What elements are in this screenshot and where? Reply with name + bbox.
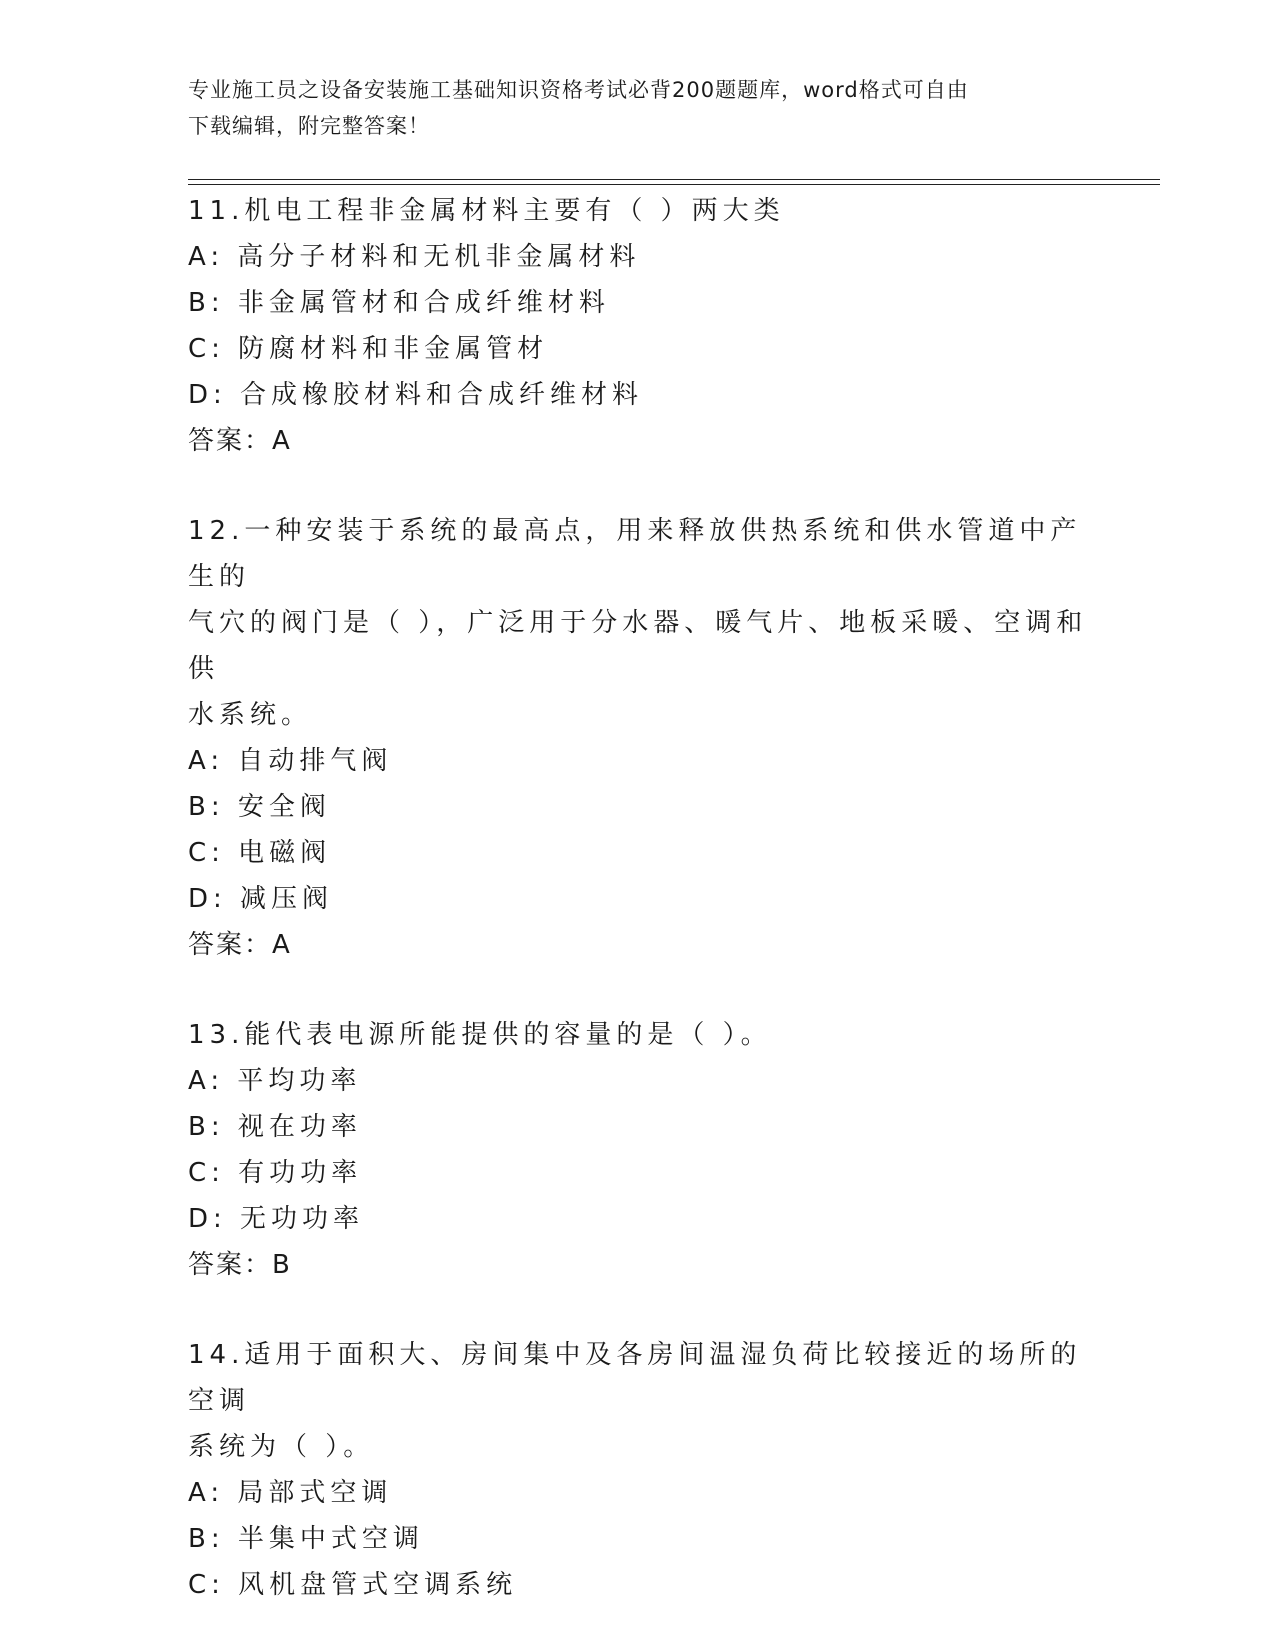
- header-divider-top: [188, 179, 1160, 180]
- option-b: B: 安全阀: [188, 792, 331, 822]
- question-list: [188, 188, 1088, 1652]
- option-c: C: 电磁阀: [188, 838, 332, 868]
- option-a: A: 高分子材料和无机非金属材料: [188, 242, 641, 272]
- question-stem-line-2: 气穴的阀门是（ ），广泛用于分水器、暖气片、地板采暖、空调和供: [188, 608, 1088, 684]
- option-c: C: 风机盘管式空调系统: [188, 1570, 518, 1600]
- question-11: [188, 188, 1088, 464]
- question-stem-line-1: 12.一种安装于系统的最高点，用来释放供热系统和供水管道中产生的: [188, 516, 1082, 592]
- answer-label: 答案：B: [188, 1250, 292, 1280]
- question-12: [188, 508, 1088, 968]
- option-b: B: 视在功率: [188, 1112, 362, 1142]
- option-d: D: 减压阀: [188, 884, 334, 914]
- option-d: D: 合成橡胶材料和合成纤维材料: [188, 380, 644, 410]
- question-13: [188, 1012, 1088, 1288]
- option-a: A: 局部式空调: [188, 1478, 393, 1508]
- question-stem-line-3: 水系统。: [188, 700, 313, 730]
- document-header: [188, 72, 1088, 144]
- header-line-1: 专业施工员之设备安装施工基础知识资格考试必背200题题库，word格式可自由: [188, 78, 969, 102]
- option-b: B: 半集中式空调: [188, 1524, 424, 1554]
- option-a: A: 自动排气阀: [188, 746, 393, 776]
- option-b: B: 非金属管材和合成纤维材料: [188, 288, 610, 318]
- option-d: D: 无功功率: [188, 1204, 365, 1234]
- question-stem: 13.能代表电源所能提供的容量的是（ ）。: [188, 1020, 772, 1050]
- answer-label: 答案：A: [188, 426, 292, 456]
- answer-label: 答案：A: [188, 930, 292, 960]
- question-14: [188, 1332, 1088, 1608]
- header-divider-bottom: [188, 184, 1160, 185]
- question-stem-line-1: 14.适用于面积大、房间集中及各房间温湿负荷比较接近的场所的空调: [188, 1340, 1082, 1416]
- question-stem: 11.机电工程非金属材料主要有（ ）两大类: [188, 196, 785, 226]
- question-stem-line-2: 系统为（ ）。: [188, 1432, 375, 1462]
- option-c: C: 有功功率: [188, 1158, 363, 1188]
- header-line-2: 下载编辑，附完整答案！: [188, 114, 430, 138]
- option-c: C: 防腐材料和非金属管材: [188, 334, 549, 364]
- option-a: A: 平均功率: [188, 1066, 362, 1096]
